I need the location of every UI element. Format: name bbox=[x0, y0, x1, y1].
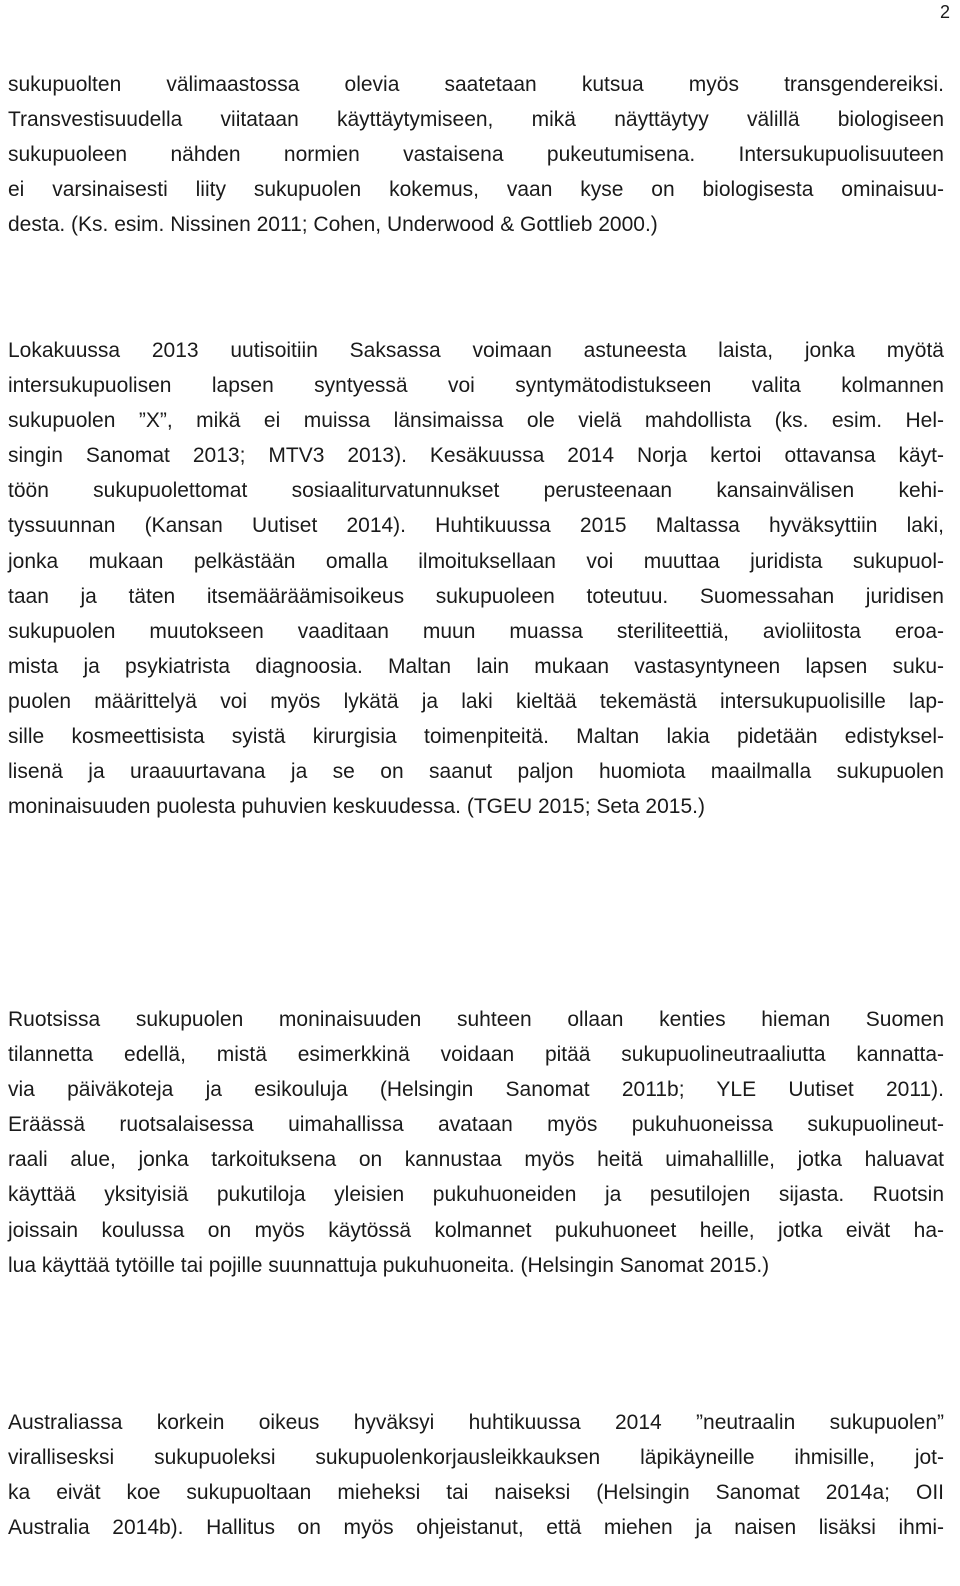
text-line: sukupuolen muutokseen vaaditaan muun muassa steriliteettiä, avioliitosta eroa- bbox=[8, 619, 944, 643]
text-line: taan ja täten itsemääräämisoikeus sukupuoleen toteutuu. Suomessahan juridisen bbox=[8, 584, 944, 608]
text-line: töön sukupuolettomat sosiaaliturvatunnukset perusteenaan kansainvälisen kehi- bbox=[8, 479, 944, 503]
text-line: tyssuunnan (Kansan Uutiset 2014). Huhtikuussa 2015 Maltassa hyväksyttiin laki, bbox=[8, 514, 944, 538]
text-line: Australia 2014b). Hallitus on myös ohjeistanut, että miehen ja naisen lisäksi ihmi- bbox=[8, 1516, 944, 1540]
text-line: lisenä ja uraauurtavana ja se on saanut paljon huomiota maailmalla sukupuolen bbox=[8, 760, 944, 784]
text-line: käyttää yksityisiä pukutiloja yleisien pukuhuoneiden ja pesutilojen sijasta. Ruotsin bbox=[8, 1183, 944, 1207]
text-line: jonka mukaan pelkästään omalla ilmoituksellaan voi muuttaa juridista sukupuol- bbox=[8, 549, 944, 573]
text-line: virallisesksi sukupuoleksi sukupuolenkorjausleikkauksen läpikäyneille ihmisille, jot- bbox=[8, 1446, 944, 1470]
text-line: sukupuolten välimaastossa olevia saatetaan kutsua myös transgendereiksi. bbox=[8, 73, 944, 96]
text-line: ei varsinaisesti liity sukupuolen kokemus, vaan kyse on biologisesta ominaisuu- bbox=[8, 178, 944, 202]
text-line: joissain koulussa on myös käytössä kolmannet pukuhuoneet heille, jotka eivät ha- bbox=[8, 1218, 944, 1242]
text-line: Ruotsissa sukupuolen moninaisuuden suhteen ollaan kenties hieman Suomen bbox=[8, 1008, 944, 1031]
text-line: ka eivät koe sukupuoltaan mieheksi tai naiseksi (Helsingin Sanomat 2014a; OII bbox=[8, 1481, 944, 1505]
text-line: mista ja psykiatrista diagnoosia. Maltan lain mukaan vastasyntyneen lapsen suku- bbox=[8, 654, 944, 678]
text-line: Transvestisuudella viitataan käyttäytymiseen, mikä näyttäytyy välillä biologiseen bbox=[8, 108, 944, 132]
text-line: sille kosmeettisista syistä kirurgisia toimenpiteitä. Maltan lakia pidetään edistyksel- bbox=[8, 725, 944, 749]
text-line: Australiassa korkein oikeus hyväksyi huhtikuussa 2014 ”neutraalin sukupuolen” bbox=[8, 1411, 944, 1434]
text-line: desta. (Ks. esim. Nissinen 2011; Cohen, Underwood & Gottlieb 2000.) bbox=[8, 213, 658, 237]
text-line: sukupuolen ”X”, mikä ei muissa länsimaissa ole vielä mahdollista (ks. esim. Hel- bbox=[8, 409, 944, 433]
text-line: lua käyttää tytöille tai pojille suunnattuja pukuhuoneita. (Helsingin Sanomat 2015.) bbox=[8, 1253, 770, 1277]
paragraph-australia bbox=[8, 1405, 944, 1545]
text-line: Lokakuussa 2013 uutisoitiin Saksassa voimaan astuneesta laista, jonka myötä bbox=[8, 339, 944, 362]
text-line: raali alue, jonka tarkoituksena on kannustaa myös heitä uimahallille, jotka haluavat bbox=[8, 1148, 944, 1172]
paragraph-sweden bbox=[8, 1002, 944, 1283]
page-number: 2 bbox=[939, 2, 950, 22]
text-line: sukupuoleen nähden normien vastaisena pukeutumisena. Intersukupuolisuuteen bbox=[8, 143, 944, 167]
paragraph-germany-norway-malta bbox=[8, 333, 944, 824]
text-line: puolen määrittelyä voi myös lykätä ja laki kieltää tekemästä intersukupuolisille lap- bbox=[8, 689, 944, 713]
text-line: via päiväkoteja ja esikouluja (Helsingin Sanomat 2011b; YLE Uutiset 2011). bbox=[8, 1078, 944, 1102]
text-line: Eräässä ruotsalaisessa uimahallissa avataan myös pukuhuoneissa sukupuolineut- bbox=[8, 1113, 944, 1137]
paragraph-gender-terms bbox=[8, 67, 944, 242]
text-line: intersukupuolisen lapsen syntyessä voi syntymätodistukseen valita kolmannen bbox=[8, 374, 944, 398]
text-line: singin Sanomat 2013; MTV3 2013). Kesäkuussa 2014 Norja kertoi ottavansa käyt- bbox=[8, 444, 944, 468]
text-line: tilannetta edellä, mistä esimerkkinä voidaan pitää sukupuolineutraaliutta kannatta- bbox=[8, 1043, 944, 1067]
text-line: moninaisuuden puolesta puhuvien keskuudessa. (TGEU 2015; Seta 2015.) bbox=[8, 795, 705, 819]
